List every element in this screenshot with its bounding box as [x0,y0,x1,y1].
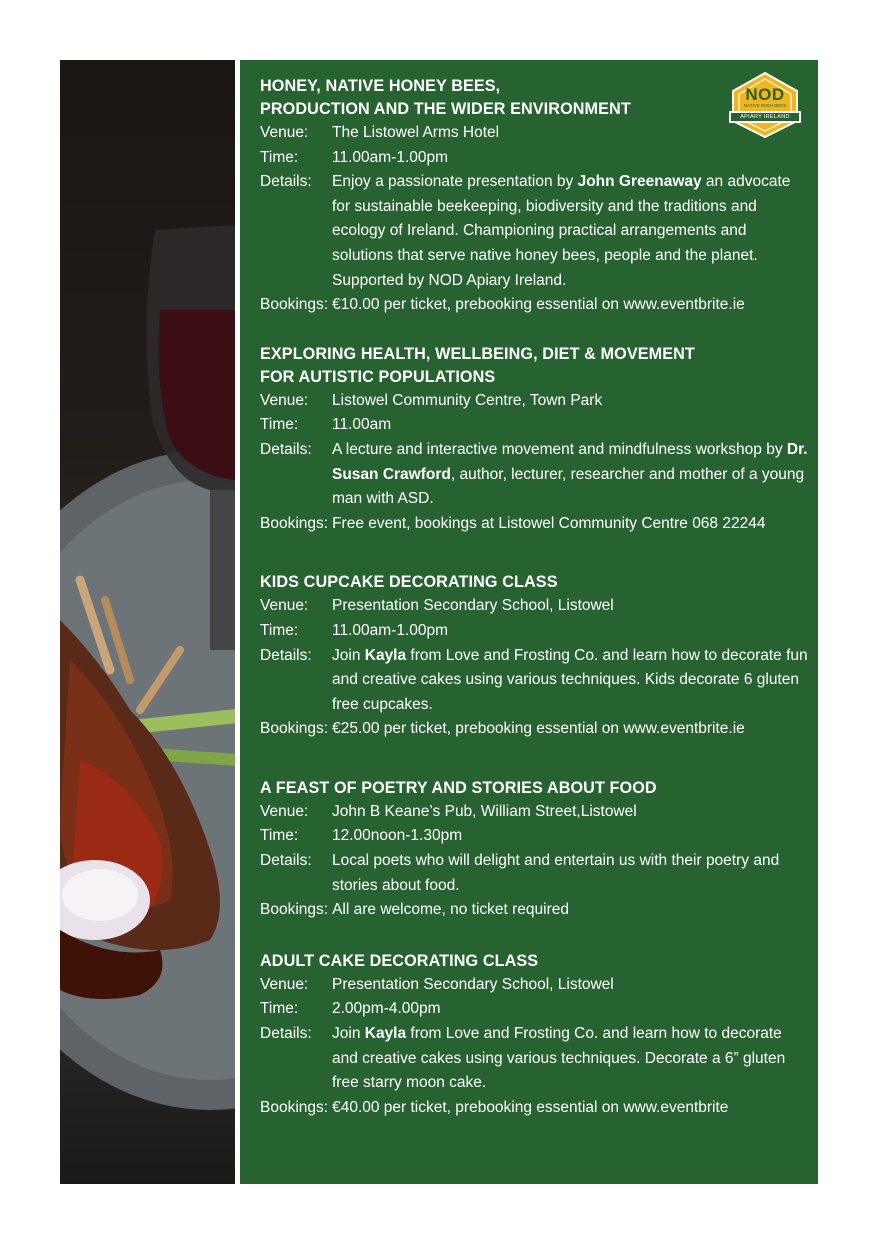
details-text: from Love and Frosting Co. and learn how to decorate fun and creative cakes using various techniques. Kids decorate 6 gluten free cupcakes. [332,646,808,713]
details-label: Details: [260,173,312,191]
bookings-row [260,717,810,742]
time-value: 11.00am-1.00pm [332,621,449,639]
time-value: 12.00noon-1.30pm [332,827,463,845]
event-title-line: A FEAST OF POETRY AND STORIES ABOUT FOOD [260,778,657,797]
venue-value: John B Keane’s Pub, William Street,Listowel [332,802,637,820]
details-text: Join [332,646,365,664]
time-label: Time: [260,416,299,434]
details-text: , author, lecturer, researcher and mother of a young man with ASD. [332,465,805,508]
bookings-row [260,898,810,923]
food-photo [60,60,235,1184]
details-value: Local poets who will delight and entertain us with their poetry and stories about food. [332,852,780,894]
event-title-line: PRODUCTION AND THE WIDER ENVIRONMENT [260,100,631,118]
time-label: Time: [260,1000,299,1018]
logo-subtext: APIARY IRELAND [740,114,790,120]
venue-row [260,973,810,998]
venue-row [260,800,810,825]
logo-text: NOD [745,85,785,104]
time-value: 11.00am [332,416,392,434]
details-value [332,1022,810,1096]
details-row [260,1022,810,1096]
event-kids-cupcake [260,571,810,742]
bookings-value: Free event, bookings at Listowel Community Centre 068 22244 [332,514,766,532]
venue-row [260,121,810,146]
time-label: Time: [260,148,299,166]
bookings-label: Bookings: [260,514,329,532]
bookings-row [260,1096,810,1121]
bookings-label: Bookings: [260,720,329,738]
presenter-name: Dr. Susan Crawford [332,440,808,483]
venue-value: Presentation Secondary School, Listowel [332,975,614,993]
details-text: A lecture and interactive movement and mindfulness workshop by [332,440,787,458]
details-value [332,644,810,718]
venue-value: The Listowel Arms Hotel [332,124,500,141]
details-value [332,438,810,512]
bookings-row [260,293,810,318]
details-label: Details: [260,1025,312,1043]
time-label: Time: [260,827,299,845]
bookings-label: Bookings: [260,296,329,314]
presenter-name: John Greenaway [577,173,702,191]
details-text: from Love and Frosting Co. and learn how to decorate and creative cakes using various techniques. Decorate a 6” gluten free starry moon cake. [332,1025,786,1092]
events-list [260,75,810,1120]
event-title-line: EXPLORING HEALTH, WELLBEING, DIET & MOVEMENT [260,344,695,363]
venue-label: Venue: [260,597,309,615]
venue-label: Venue: [260,391,309,409]
event-autism-wellbeing [260,343,810,537]
time-value: 2.00pm-4.00pm [332,1000,441,1018]
event-title-line: KIDS CUPCAKE DECORATING CLASS [260,573,558,592]
event-title [260,777,810,800]
event-title [260,571,810,594]
time-label: Time: [260,621,299,639]
bookings-label: Bookings: [260,901,329,919]
time-row [260,413,810,438]
details-row [260,644,810,718]
event-title-line: FOR AUTISTIC POPULATIONS [260,367,496,386]
details-text: Join [332,1025,365,1043]
event-title-line: HONEY, NATIVE HONEY BEES, [260,77,501,95]
venue-label: Venue: [260,124,309,141]
venue-value: Presentation Secondary School, Listowel [332,597,614,615]
event-title [260,75,810,121]
event-title [260,343,810,389]
presenter-name: Kayla [364,646,407,664]
food-photo-illustration [60,60,235,1184]
details-label: Details: [260,646,312,664]
venue-label: Venue: [260,802,309,820]
event-poetry-food [260,777,810,923]
bookings-label: Bookings: [260,1098,329,1116]
presenter-name: Kayla [364,1025,407,1043]
event-title-line: ADULT CAKE DECORATING CLASS [260,951,539,970]
bookings-value: €10.00 per ticket, prebooking essential on www.eventbrite.ie [332,296,745,314]
bookings-value: All are welcome, no ticket required [332,901,569,919]
bookings-value: €25.00 per ticket, prebooking essential on www.eventbrite.ie [332,720,745,738]
details-row [260,170,810,293]
bookings-value: €40.00 per ticket, prebooking essential on www.eventbrite [332,1098,729,1116]
time-row [260,824,810,849]
venue-label: Venue: [260,975,309,993]
details-row [260,438,810,512]
bookings-row [260,512,810,537]
event-adult-cake [260,950,810,1121]
details-label: Details: [260,852,312,870]
time-row [260,619,810,644]
details-value [332,170,810,293]
logo-tagline: NATIVE IRISH BEES [743,103,787,108]
details-label: Details: [260,440,312,458]
details-row [260,849,810,898]
venue-row [260,594,810,619]
time-value: 11.00am-1.00pm [332,148,449,166]
time-row [260,997,810,1022]
details-text: Enjoy a passionate presentation by [332,173,578,191]
venue-value: Listowel Community Centre, Town Park [332,391,603,409]
event-honey-bees [260,75,810,318]
venue-row [260,389,810,414]
details-text: an advocate for sustainable beekeeping, biodiversity and the traditions and ecology of Ireland. Championing practical arrangements and solutions that serve native honey bees, people and the planet. Supported by NOD Apiary Ireland. [332,173,791,289]
event-title [260,950,810,973]
time-row [260,146,810,171]
